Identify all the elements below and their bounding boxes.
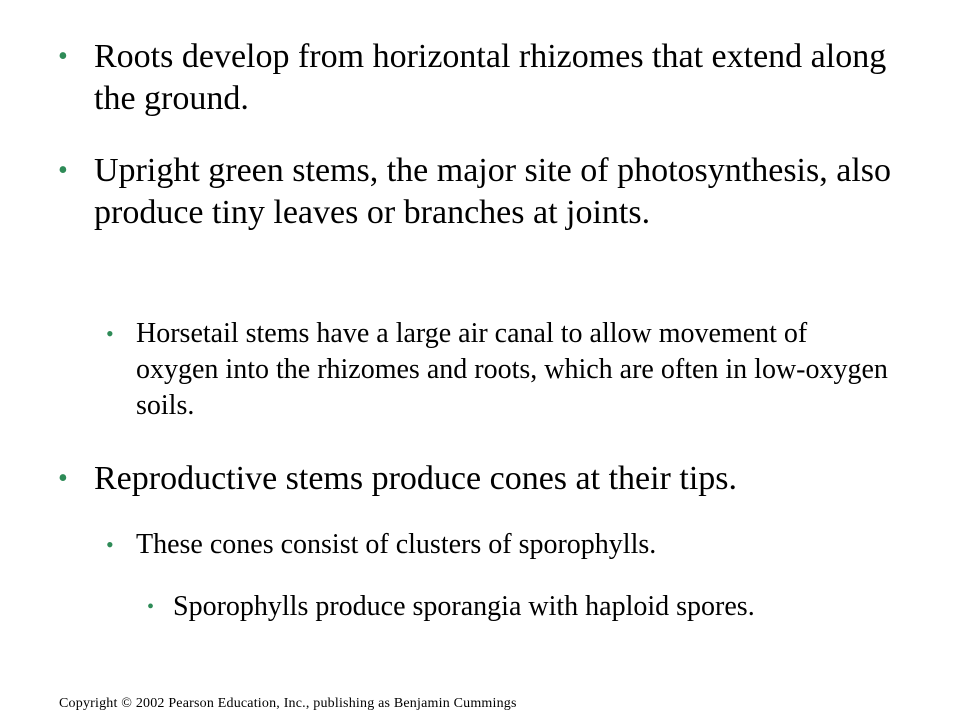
- copyright-notice: Copyright © 2002 Pearson Education, Inc., publishing as Benjamin Cummings: [59, 696, 517, 711]
- sub-bullet-text: Horsetail stems have a large air canal to allow movement of oxygen into the rhizomes and roots, which are often in low-oxygen soils.: [136, 318, 888, 421]
- sub-bullet-item: [106, 527, 926, 563]
- bullet-marker-icon: •: [147, 596, 155, 618]
- bullet-marker-icon: •: [58, 155, 68, 186]
- bullet-text: Roots develop from horizontal rhizomes that extend along the ground.: [94, 38, 887, 117]
- bullet-item: [58, 458, 918, 500]
- bullet-marker-icon: •: [106, 532, 114, 557]
- bullet-text: Upright green stems, the major site of photosynthesis, also produce tiny leaves or branches at joints.: [94, 152, 891, 231]
- sub-bullet-text: These cones consist of clusters of sporophylls.: [136, 529, 657, 560]
- bullet-marker-icon: •: [106, 321, 114, 346]
- bullet-item: [58, 150, 918, 234]
- bullet-text: Reproductive stems produce cones at their tips.: [94, 460, 737, 497]
- sub-sub-bullet-text: Sporophylls produce sporangia with haploid spores.: [173, 591, 755, 622]
- bullet-item: [58, 36, 918, 120]
- sub-bullet-item: [106, 316, 926, 424]
- bullet-marker-icon: •: [58, 463, 68, 494]
- bullet-marker-icon: •: [58, 41, 68, 72]
- sub-sub-bullet-item: [147, 589, 937, 625]
